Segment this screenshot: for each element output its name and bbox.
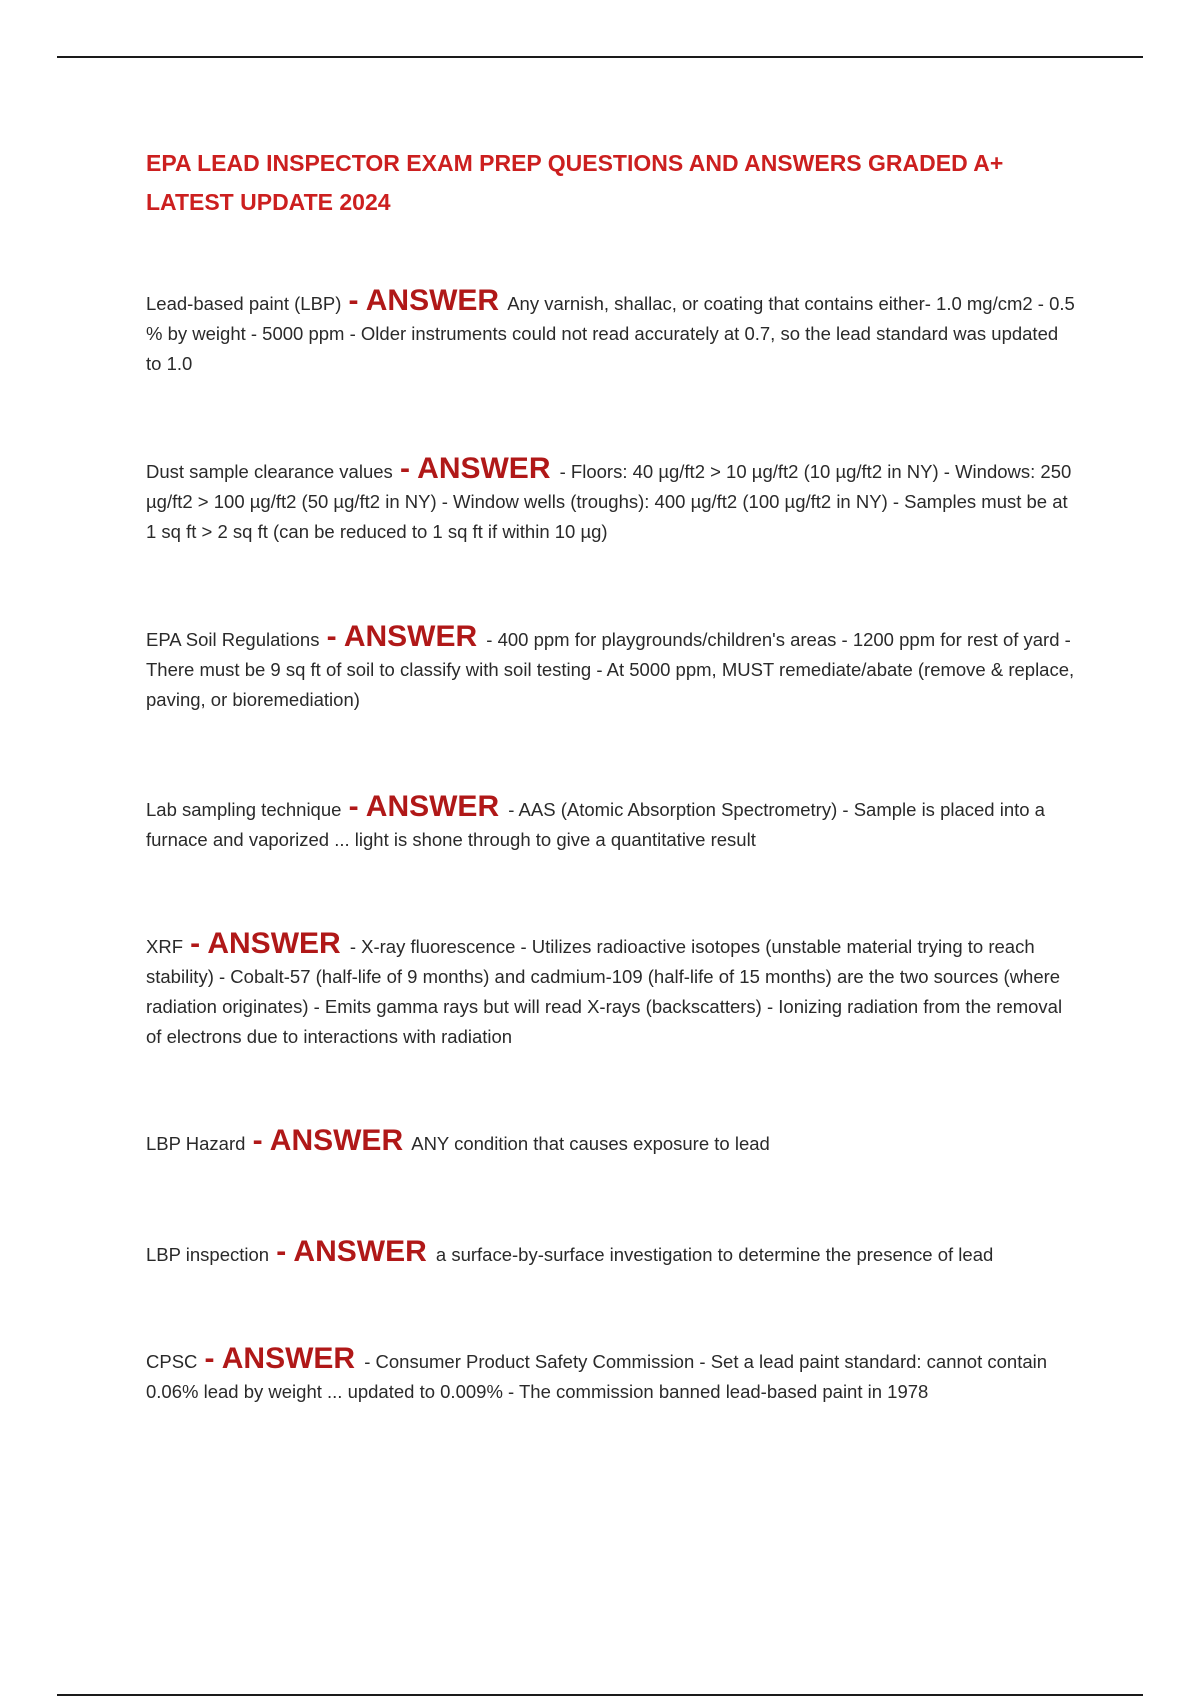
qa-answer: - 400 ppm for playgrounds/children's areas - 1200 ppm for rest of yard - There must be 9 sq ft of soil to classify with soil testing - At 5000 ppm, MUST remediate/abate (remove & replace, paving, or bioremediation) [146, 629, 1075, 710]
qa-answer: ANY condition that causes exposure to lead [411, 1133, 770, 1154]
qa-item [146, 1344, 1076, 1407]
document-title: EPA LEAD INSPECTOR EXAM PREP QUESTIONS AND ANSWERS GRADED A+ LATEST UPDATE 2024 [146, 150, 1004, 215]
qa-term: XRF [146, 936, 183, 957]
qa-item [146, 792, 1076, 855]
answer-separator: - ANSWER [276, 1235, 427, 1268]
qa-item [146, 929, 1076, 1052]
qa-term: LBP inspection [146, 1244, 270, 1265]
qa-answer: - AAS (Atomic Absorption Spectrometry) - Sample is placed into a furnace and vaporized ... light is shone through to give a quantitative result [146, 799, 1045, 850]
qa-term: CPSC [146, 1351, 198, 1372]
answer-separator: - ANSWER [190, 927, 341, 960]
answer-separator: - ANSWER [204, 1342, 356, 1375]
bottom-divider [57, 1694, 1143, 1696]
qa-term: LBP Hazard [146, 1133, 246, 1154]
answer-separator: - ANSWER [252, 1124, 404, 1157]
answer-separator: - ANSWER [348, 284, 500, 317]
qa-answer: Any varnish, shallac, or coating that contains either- 1.0 mg/cm2 - 0.5 % by weight - 5000 ppm - Older instruments could not read accurately at 0.7, so the lead standard was updated to 1.0 [146, 293, 1075, 374]
qa-term: EPA Soil Regulations [146, 629, 320, 650]
answer-separator: - ANSWER [348, 790, 500, 823]
qa-answer: - X-ray fluorescence - Utilizes radioactive isotopes (unstable material trying to reach stability) - Cobalt-57 (half-life of 9 months) and cadmium-109 (half-life of 15 months) are the two sources (where radiation originates) - Emits gamma rays but will read X-rays (backscatters) - Ionizing radiation from the removal of electrons due to interactions with radiation [146, 936, 1063, 1047]
qa-item [146, 286, 1076, 379]
qa-item [146, 1126, 1076, 1159]
qa-term: Lead-based paint (LBP) [146, 293, 342, 314]
top-divider [57, 56, 1143, 58]
qa-answer: a surface-by-surface investigation to determine the presence of lead [435, 1244, 994, 1265]
qa-answer: - Consumer Product Safety Commission - Set a lead paint standard: cannot contain 0.06% lead by weight ... updated to 0.009% - The commission banned lead-based paint in 1978 [146, 1351, 1048, 1402]
qa-item [146, 454, 1076, 547]
answer-separator: - ANSWER [326, 620, 478, 653]
qa-item [146, 1237, 1076, 1270]
qa-term: Lab sampling technique [146, 799, 342, 820]
qa-item [146, 622, 1076, 715]
qa-term: Dust sample clearance values [146, 461, 393, 482]
answer-separator: - ANSWER [399, 452, 551, 485]
qa-answer: - Floors: 40 µg/ft2 > 10 µg/ft2 (10 µg/ft2 in NY) - Windows: 250 µg/ft2 > 100 µg/ft2 (50 µg/ft2 in NY) - Window wells (troughs): 400 µg/ft2 (100 µg/ft2 in NY) - Samples must be at 1 sq ft > 2 sq ft (can be reduced to 1 sq ft if within 10 µg) [146, 461, 1072, 542]
